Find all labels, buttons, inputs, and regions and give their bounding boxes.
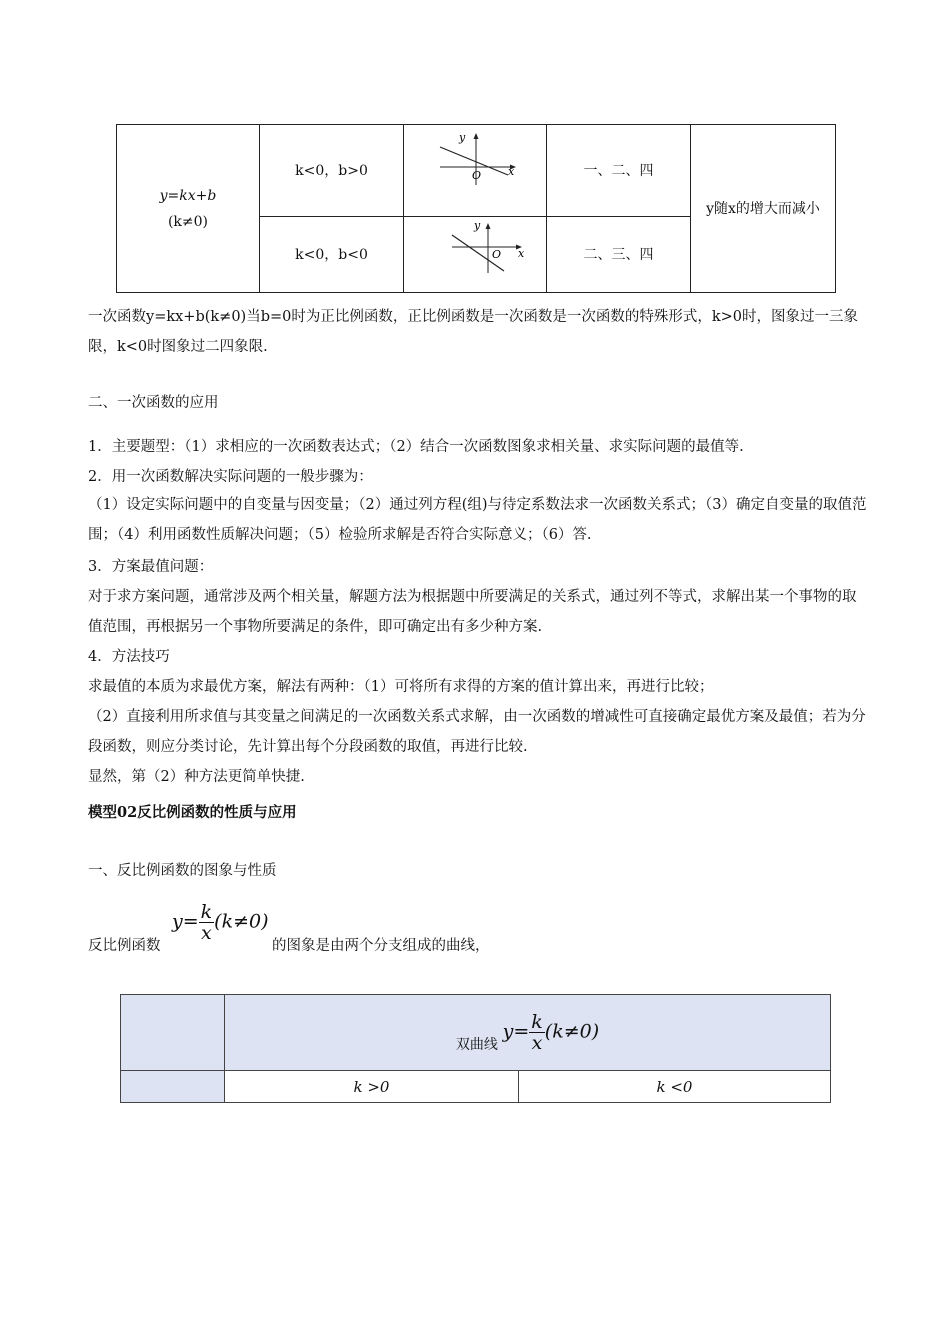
item-2: 2．用一次函数解决实际问题的一般步骤为：	[88, 469, 373, 485]
formula-condition: (k≠0)	[214, 910, 269, 933]
row2-condition: k<0，b<0	[260, 217, 404, 293]
function-cell	[117, 125, 260, 293]
function-condition: (k≠0)	[167, 213, 209, 230]
row1-quadrants: 一、二、四	[547, 125, 691, 217]
origin-label: O	[472, 169, 482, 182]
header-formula	[503, 1012, 600, 1053]
inverse-intro-suffix: 的图象是由两个分支组成的曲线，	[272, 938, 490, 954]
axis-x-label: x	[518, 247, 525, 260]
item-3-detail: 对于求方案问题，通常涉及两个相关量，解题方法为根据题中所要满足的关系式，通过列不等式，求解出某一个事物的取值范围，再根据另一个事物所要满足的条件，即可确定出有多少种方案.	[88, 589, 857, 635]
function-expression: y=kx+b	[159, 187, 217, 204]
item-4-detail-2: （2）直接利用所求值与其变量之间满足的一次函数关系式求解，由一次函数的增减性可直接确定最优方案及最值；若为分段函数，则应分类讨论，先计算出每个分段函数的取值，再进行比较.	[88, 709, 866, 755]
graph-decreasing-positive-intercept	[404, 125, 547, 207]
row2-graph-cell	[404, 217, 547, 293]
formula-numerator: k	[200, 901, 213, 923]
formula-fraction	[199, 902, 215, 943]
proportional-note: 一次函数y=kx+b(k≠0)当b=0时为正比例函数，正比例函数是一次函数是一次函数的特殊形式，k>0时，图象过一三象限，k<0时图象过二四象限.	[88, 309, 859, 355]
row2-quadrants: 二、三、四	[547, 217, 691, 293]
inverse-function-table	[120, 994, 831, 1103]
table2-header	[225, 995, 831, 1071]
item-4: 4．方法技巧	[88, 649, 170, 665]
model-title: 模型02反比例函数的性质与应用	[88, 804, 297, 821]
formula-condition: (k≠0)	[544, 1020, 600, 1043]
formula-numerator: k	[531, 1011, 543, 1033]
row1-graph-cell	[404, 125, 547, 217]
formula-y: y=	[172, 910, 199, 933]
property-cell	[691, 125, 836, 293]
linear-function-table	[116, 124, 836, 293]
origin-label: O	[492, 248, 502, 261]
formula-denominator: x	[531, 1032, 543, 1054]
item-3: 3．方案最值问题：	[88, 559, 214, 575]
section1-title: 一、反比例函数的图象与性质	[88, 863, 277, 879]
col-k-negative: k <0	[519, 1071, 831, 1103]
hyperbola-label: 双曲线	[455, 1036, 498, 1053]
axis-x-label: x	[508, 165, 515, 178]
formula-denominator: x	[201, 922, 212, 944]
table2-row-label	[121, 1071, 225, 1103]
formula-y: y=	[502, 1020, 530, 1043]
section2-title: 二、一次函数的应用	[88, 395, 219, 411]
table2-corner	[121, 995, 225, 1071]
inverse-formula	[172, 902, 269, 943]
graph-decreasing-negative-intercept	[404, 217, 547, 283]
item-4-detail-3: 显然，第（2）种方法更简单快捷.	[88, 769, 305, 785]
row1-condition: k<0，b>0	[260, 125, 404, 217]
item-2-detail: （1）设定实际问题中的自变量与因变量；（2）通过列方程(组)与待定系数法求一次函数关系式；（3）确定自变量的取值范围；（4）利用函数性质解决问题；（5）检验所求解是否符合实际意义；（6）答.	[88, 497, 867, 543]
axis-y-label: y	[459, 131, 466, 144]
property-text: y随x的增大而减小	[706, 200, 820, 217]
item-1: 1．主要题型：（1）求相应的一次函数表达式；（2）结合一次函数图象求相关量、求实际问题的最值等.	[88, 439, 744, 455]
item-4-detail-1: 求最值的本质为求最优方案，解法有两种：（1）可将所有求得的方案的值计算出来，再进行比较；	[88, 679, 714, 695]
col-k-positive: k >0	[225, 1071, 519, 1103]
inverse-intro-prefix: 反比例函数	[88, 938, 161, 954]
axis-y-label: y	[474, 219, 481, 232]
formula-fraction	[529, 1012, 545, 1053]
